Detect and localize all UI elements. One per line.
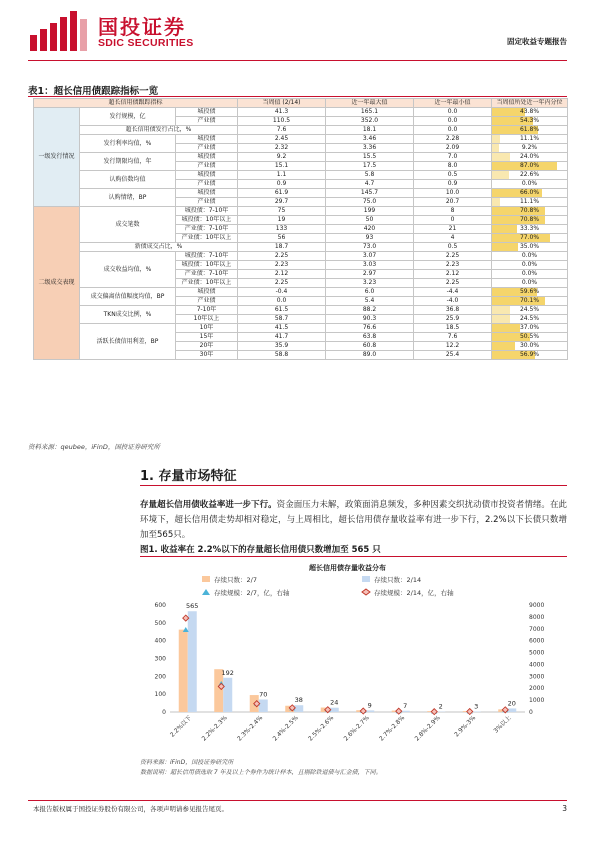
current-value-cell: 41.5 xyxy=(238,324,326,333)
y-right-tick-label: 8000 xyxy=(529,613,545,621)
x-tick-label: 2.7%-2.8% xyxy=(378,714,407,743)
x-tick-label: 2.5%-2.6% xyxy=(307,714,336,743)
percentile-text: 0.0% xyxy=(521,279,538,286)
legend-label: 存续只数：2/14 xyxy=(374,576,422,584)
header-percentile: 当周值所处近一年内分位 xyxy=(492,99,568,108)
x-tick-label: 2.6%-2.7% xyxy=(342,714,371,743)
percentile-cell xyxy=(492,252,568,261)
max-value-cell: 4.7 xyxy=(326,180,414,189)
sub-cell: 城投债 xyxy=(176,153,238,162)
metric-cell: 发行规模，亿 xyxy=(80,108,176,126)
max-value-cell: 75.0 xyxy=(326,198,414,207)
x-tick-label: 2.9%-3% xyxy=(453,714,478,739)
min-value-cell: 18.5 xyxy=(414,324,492,333)
min-value-cell: 2.09 xyxy=(414,144,492,153)
metric-cell: 新债成交占比，% xyxy=(80,243,238,252)
bar-data-label: 38 xyxy=(294,696,303,705)
table-header-row xyxy=(34,99,568,108)
current-value-cell: 15.1 xyxy=(238,162,326,171)
percentile-text: 56.9% xyxy=(519,351,540,358)
percentile-cell xyxy=(492,144,568,153)
percentile-cell xyxy=(492,288,568,297)
min-value-cell: 21 xyxy=(414,225,492,234)
max-value-cell: 420 xyxy=(326,225,414,234)
min-value-cell: 7.6 xyxy=(414,333,492,342)
sub-cell: 城投债 xyxy=(176,288,238,297)
category-cell: 二级成交表现 xyxy=(34,207,80,360)
table-row xyxy=(34,207,568,216)
percentile-text: 0.0% xyxy=(521,261,538,268)
max-value-cell: 93 xyxy=(326,234,414,243)
percentile-text: 37.0% xyxy=(519,324,540,331)
min-value-cell: 7.0 xyxy=(414,153,492,162)
table-row xyxy=(34,108,568,117)
header-current: 当周值 (2/14) xyxy=(238,99,326,108)
section-rule xyxy=(140,485,567,486)
table-row xyxy=(34,288,568,297)
footer-disclaimer: 本报告版权属于国投证券股份有限公司，各项声明请参见报告尾页。 xyxy=(33,805,228,813)
x-tick-label: 3%以上 xyxy=(492,714,513,735)
y-left-tick-label: 400 xyxy=(154,637,166,645)
percentile-cell xyxy=(492,306,568,315)
metric-cell: 认购倍数均值 xyxy=(80,171,176,189)
sub-cell: 30年 xyxy=(176,351,238,360)
min-value-cell: 0.5 xyxy=(414,243,492,252)
y-left-tick-label: 300 xyxy=(154,655,166,663)
legend-label: 存续规模：2/7，亿，右轴 xyxy=(214,589,290,597)
y-right-tick-label: 0 xyxy=(529,709,533,716)
table-title-rule xyxy=(28,96,567,97)
min-value-cell: 0 xyxy=(414,216,492,225)
percentile-cell xyxy=(492,135,568,144)
table-row xyxy=(34,189,568,198)
section-paragraph xyxy=(140,498,567,543)
max-value-cell: 76.6 xyxy=(326,324,414,333)
bar-data-label: 2 xyxy=(438,702,443,711)
percentile-cell xyxy=(492,342,568,351)
y-right-tick-label: 6000 xyxy=(529,637,545,645)
x-tick-label: 2.4%-2.5% xyxy=(271,714,300,743)
bar-2-14 xyxy=(188,611,197,712)
percentile-cell xyxy=(492,180,568,189)
bar-data-label: 7 xyxy=(403,701,408,710)
min-value-cell: 2.12 xyxy=(414,270,492,279)
sub-cell: 城投债：10年以上 xyxy=(176,216,238,225)
max-value-cell: 18.1 xyxy=(326,126,414,135)
max-value-cell: 88.2 xyxy=(326,306,414,315)
sub-cell: 城投债：7-10年 xyxy=(176,252,238,261)
min-value-cell: 8.0 xyxy=(414,162,492,171)
y-left-tick-label: 600 xyxy=(154,602,166,609)
max-value-cell: 90.3 xyxy=(326,315,414,324)
metric-cell: 发行利率均值，% xyxy=(80,135,176,153)
current-value-cell: 61.5 xyxy=(238,306,326,315)
sub-cell: 产业债：10年以上 xyxy=(176,234,238,243)
bar-data-label: 192 xyxy=(221,668,234,677)
sub-cell: 产业债：7-10年 xyxy=(176,270,238,279)
metric-cell: 发行期限均值，年 xyxy=(80,153,176,171)
max-value-cell: 145.7 xyxy=(326,189,414,198)
min-value-cell: 20.7 xyxy=(414,198,492,207)
bar-2-14 xyxy=(294,705,303,712)
current-value-cell: 7.6 xyxy=(238,126,326,135)
sub-cell: 产业债 xyxy=(176,162,238,171)
footer-rule xyxy=(28,800,567,801)
max-value-cell: 89.0 xyxy=(326,351,414,360)
scale-2-14-marker xyxy=(360,708,366,714)
current-value-cell: 19 xyxy=(238,216,326,225)
max-value-cell: 50 xyxy=(326,216,414,225)
percentile-text: 87.0% xyxy=(519,162,540,169)
percentile-cell xyxy=(492,234,568,243)
percentile-text: 0.0% xyxy=(521,180,538,187)
max-value-cell: 3.46 xyxy=(326,135,414,144)
sub-cell: 产业债：7-10年 xyxy=(176,225,238,234)
percentile-cell xyxy=(492,117,568,126)
percentile-text: 24.5% xyxy=(519,315,540,322)
percentile-cell xyxy=(492,162,568,171)
category-cell: 一级发行情况 xyxy=(34,108,80,207)
current-value-cell: 9.2 xyxy=(238,153,326,162)
table-row xyxy=(34,171,568,180)
metric-cell: 成交收益均值，% xyxy=(80,252,176,288)
current-value-cell: 58.8 xyxy=(238,351,326,360)
percentile-text: 24.0% xyxy=(519,153,540,160)
percentile-cell xyxy=(492,333,568,342)
percentile-cell xyxy=(492,189,568,198)
legend-swatch xyxy=(362,576,370,582)
y-left-tick-label: 200 xyxy=(154,673,166,681)
x-tick-label: 2.2%以下 xyxy=(168,714,194,739)
percentile-cell xyxy=(492,297,568,306)
current-value-cell: 2.45 xyxy=(238,135,326,144)
percentile-text: 35.0% xyxy=(519,243,540,250)
table-row xyxy=(34,243,568,252)
percentile-cell xyxy=(492,171,568,180)
legend-triangle-marker xyxy=(202,589,210,595)
max-value-cell: 165.1 xyxy=(326,108,414,117)
sub-cell: 产业债：10年以上 xyxy=(176,279,238,288)
sub-cell: 产业债 xyxy=(176,198,238,207)
percentile-cell xyxy=(492,315,568,324)
min-value-cell: 10.0 xyxy=(414,189,492,198)
max-value-cell: 3.23 xyxy=(326,279,414,288)
max-value-cell: 3.03 xyxy=(326,261,414,270)
current-value-cell: 29.7 xyxy=(238,198,326,207)
percentile-text: 61.8% xyxy=(519,126,540,133)
paragraph-lead: 存量超长信用债收益率进一步下行。 xyxy=(140,500,277,510)
current-value-cell: 133 xyxy=(238,225,326,234)
y-right-tick-label: 1000 xyxy=(529,697,545,705)
y-right-tick-label: 7000 xyxy=(529,625,545,633)
percentile-cell xyxy=(492,207,568,216)
max-value-cell: 17.5 xyxy=(326,162,414,171)
table-row xyxy=(34,153,568,162)
bar-data-label: 3 xyxy=(474,702,479,711)
table-row xyxy=(34,324,568,333)
current-value-cell: 18.7 xyxy=(238,243,326,252)
metric-cell: TKN成交比例，% xyxy=(80,306,176,324)
percentile-cell xyxy=(492,153,568,162)
logo-cn-text: 国投证券 xyxy=(98,15,186,39)
min-value-cell: 2.25 xyxy=(414,279,492,288)
sub-cell: 产业债 xyxy=(176,180,238,189)
current-value-cell: 61.9 xyxy=(238,189,326,198)
max-value-cell: 2.97 xyxy=(326,270,414,279)
min-value-cell: 0.0 xyxy=(414,126,492,135)
percentile-text: 43.8% xyxy=(519,108,540,115)
current-value-cell: 110.5 xyxy=(238,117,326,126)
figure-title-rule xyxy=(140,556,567,557)
percentile-text: 77.0% xyxy=(519,234,540,241)
min-value-cell: 36.8 xyxy=(414,306,492,315)
sub-cell: 产业债 xyxy=(176,144,238,153)
figure-title: 图1. 收益率在 2.2%以下的存量超长信用债只数增加至 565 只 xyxy=(140,545,381,555)
percentile-text: 66.0% xyxy=(519,189,540,196)
sub-cell: 产业债 xyxy=(176,297,238,306)
min-value-cell: 4 xyxy=(414,234,492,243)
bar-2-14 xyxy=(223,678,232,712)
percentile-cell xyxy=(492,243,568,252)
min-value-cell: 2.28 xyxy=(414,135,492,144)
legend-swatch xyxy=(202,576,210,582)
sub-cell: 城投债：10年以上 xyxy=(176,261,238,270)
table-row xyxy=(34,306,568,315)
sub-cell: 城投债：7-10年 xyxy=(176,207,238,216)
percentile-text: 59.6% xyxy=(519,288,540,295)
metric-cell: 活跃长债信用利差，BP xyxy=(80,324,176,360)
table-row xyxy=(34,126,568,135)
header-min: 近一年最小值 xyxy=(414,99,492,108)
percentile-cell xyxy=(492,324,568,333)
current-value-cell: 41.3 xyxy=(238,108,326,117)
legend-label: 存续规模：2/14，亿，右轴 xyxy=(374,589,454,597)
current-value-cell: 58.7 xyxy=(238,315,326,324)
y-left-tick-label: 100 xyxy=(154,691,166,699)
min-value-cell: 0.5 xyxy=(414,171,492,180)
metric-cell: 超长信用债发行占比，% xyxy=(80,126,238,135)
current-value-cell: 2.12 xyxy=(238,270,326,279)
percentile-text: 11.1% xyxy=(519,135,540,142)
company-logo xyxy=(28,9,208,55)
bar-2-14 xyxy=(259,700,268,712)
max-value-cell: 15.5 xyxy=(326,153,414,162)
current-value-cell: 41.7 xyxy=(238,333,326,342)
sub-cell: 10年 xyxy=(176,324,238,333)
sub-cell: 城投债 xyxy=(176,135,238,144)
scale-2-14-marker xyxy=(431,709,437,715)
bar-2-7 xyxy=(179,630,188,712)
min-value-cell: 0.0 xyxy=(414,117,492,126)
max-value-cell: 63.8 xyxy=(326,333,414,342)
sub-cell: 城投债 xyxy=(176,171,238,180)
min-value-cell: 0.0 xyxy=(414,108,492,117)
min-value-cell: 25.4 xyxy=(414,351,492,360)
percentile-cell xyxy=(492,198,568,207)
min-value-cell: 12.2 xyxy=(414,342,492,351)
current-value-cell: 1.1 xyxy=(238,171,326,180)
bar-data-label: 24 xyxy=(330,698,339,707)
current-value-cell: 2.25 xyxy=(238,252,326,261)
y-left-tick-label: 500 xyxy=(154,619,166,627)
percentile-text: 11.1% xyxy=(519,198,540,205)
y-right-tick-label: 9000 xyxy=(529,602,545,609)
y-right-tick-label: 5000 xyxy=(529,649,545,657)
max-value-cell: 60.8 xyxy=(326,342,414,351)
sub-cell: 10年以上 xyxy=(176,315,238,324)
sub-cell: 产业债 xyxy=(176,117,238,126)
percentile-text: 22.6% xyxy=(519,171,540,178)
legend-diamond-marker xyxy=(362,589,370,595)
y-left-tick-label: 0 xyxy=(162,709,166,716)
percentile-text: 70.1% xyxy=(519,297,540,304)
min-value-cell: 2.25 xyxy=(414,252,492,261)
y-right-tick-label: 2000 xyxy=(529,685,545,693)
max-value-cell: 3.07 xyxy=(326,252,414,261)
distribution-chart xyxy=(140,560,567,755)
table-row xyxy=(34,135,568,144)
scale-2-14-marker xyxy=(467,709,473,715)
figure-source: 资料来源：iFinD，国投证券研究所 xyxy=(140,759,234,766)
min-value-cell: 8 xyxy=(414,207,492,216)
percentile-text: 50.5% xyxy=(519,333,540,340)
current-value-cell: 35.9 xyxy=(238,342,326,351)
percentile-text: 70.8% xyxy=(519,216,540,223)
percentile-text: 9.2% xyxy=(521,144,538,151)
percentile-cell xyxy=(492,126,568,135)
bar-data-label: 20 xyxy=(507,699,516,708)
legend-label: 存续只数：2/7 xyxy=(214,576,257,584)
percentile-cell xyxy=(492,225,568,234)
logo-en-text: SDIC SECURITIES xyxy=(98,37,194,49)
header-rule xyxy=(28,60,567,61)
percentile-text: 24.5% xyxy=(519,306,540,313)
header-indicator: 超长信用债跟踪指标 xyxy=(34,99,238,108)
max-value-cell: 5.4 xyxy=(326,297,414,306)
table-row xyxy=(34,252,568,261)
x-tick-label: 2.8%-2.9% xyxy=(413,714,442,743)
sub-cell: 7-10年 xyxy=(176,306,238,315)
current-value-cell: 2.32 xyxy=(238,144,326,153)
percentile-cell xyxy=(492,279,568,288)
bar-2-14 xyxy=(507,708,516,712)
percentile-text: 54.3% xyxy=(519,117,540,124)
min-value-cell: 2.23 xyxy=(414,261,492,270)
logo-mark-icon xyxy=(28,9,92,53)
bar-data-label: 565 xyxy=(186,602,199,611)
percentile-text: 0.0% xyxy=(521,270,538,277)
bar-data-label: 70 xyxy=(259,690,268,699)
current-value-cell: 75 xyxy=(238,207,326,216)
x-tick-label: 2.3%-2.4% xyxy=(236,714,265,743)
report-type: 固定收益专题报告 xyxy=(507,37,567,46)
chart-title: 超长信用债存量收益分布 xyxy=(309,564,386,572)
max-value-cell: 3.36 xyxy=(326,144,414,153)
percentile-cell xyxy=(492,261,568,270)
table-title: 表1：超长信用债跟踪指标一览 xyxy=(28,86,159,97)
percentile-cell xyxy=(492,108,568,117)
min-value-cell: -4.0 xyxy=(414,297,492,306)
current-value-cell: 0.9 xyxy=(238,180,326,189)
y-right-tick-label: 4000 xyxy=(529,661,545,669)
max-value-cell: 352.0 xyxy=(326,117,414,126)
max-value-cell: 73.0 xyxy=(326,243,414,252)
current-value-cell: 2.23 xyxy=(238,261,326,270)
current-value-cell: -0.4 xyxy=(238,288,326,297)
header-max: 近一年最大值 xyxy=(326,99,414,108)
y-right-tick-label: 3000 xyxy=(529,673,545,681)
table-source: 资料来源：qeubee，iFinD，国投证券研究所 xyxy=(28,443,160,451)
min-value-cell: 25.9 xyxy=(414,315,492,324)
max-value-cell: 5.8 xyxy=(326,171,414,180)
max-value-cell: 199 xyxy=(326,207,414,216)
percentile-text: 30.0% xyxy=(519,342,540,349)
page-number: 3 xyxy=(562,804,567,813)
metric-cell: 认购情绪，BP xyxy=(80,189,176,207)
sub-cell: 15年 xyxy=(176,333,238,342)
percentile-text: 0.0% xyxy=(521,252,538,259)
min-value-cell: 0.9 xyxy=(414,180,492,189)
current-value-cell: 2.25 xyxy=(238,279,326,288)
current-value-cell: 0.0 xyxy=(238,297,326,306)
x-tick-label: 2.2%-2.3% xyxy=(200,714,229,743)
metric-cell: 成交偏离估值幅度均值，BP xyxy=(80,288,176,306)
section-title: 1. 存量市场特征 xyxy=(140,469,237,484)
percentile-cell xyxy=(492,270,568,279)
current-value-cell: 56 xyxy=(238,234,326,243)
sub-cell: 20年 xyxy=(176,342,238,351)
min-value-cell: -4.4 xyxy=(414,288,492,297)
percentile-cell xyxy=(492,216,568,225)
sub-cell: 城投债 xyxy=(176,189,238,198)
bar-data-label: 9 xyxy=(367,701,372,710)
percentile-cell xyxy=(492,351,568,360)
paragraph-body: 资金面压力未解，政策面消息频发，多种因素交织扰动债市投资者情绪。在此环境下，超长信用债走势却相对稳定，与上周相比，超长信用债存量收益率有进一步下行，2.2%以下长债只数增加至565只。 xyxy=(140,500,567,540)
sub-cell: 城投债 xyxy=(176,108,238,117)
figure-note: 数据说明：超长信用债选取 7 年及以上个券作为统计样本，且剔除铁道债与汇金债，下同。 xyxy=(140,769,382,776)
max-value-cell: 6.0 xyxy=(326,288,414,297)
percentile-text: 33.3% xyxy=(519,225,540,232)
percentile-text: 70.8% xyxy=(519,207,540,214)
tracking-table xyxy=(33,98,568,360)
metric-cell: 成交笔数 xyxy=(80,207,176,243)
